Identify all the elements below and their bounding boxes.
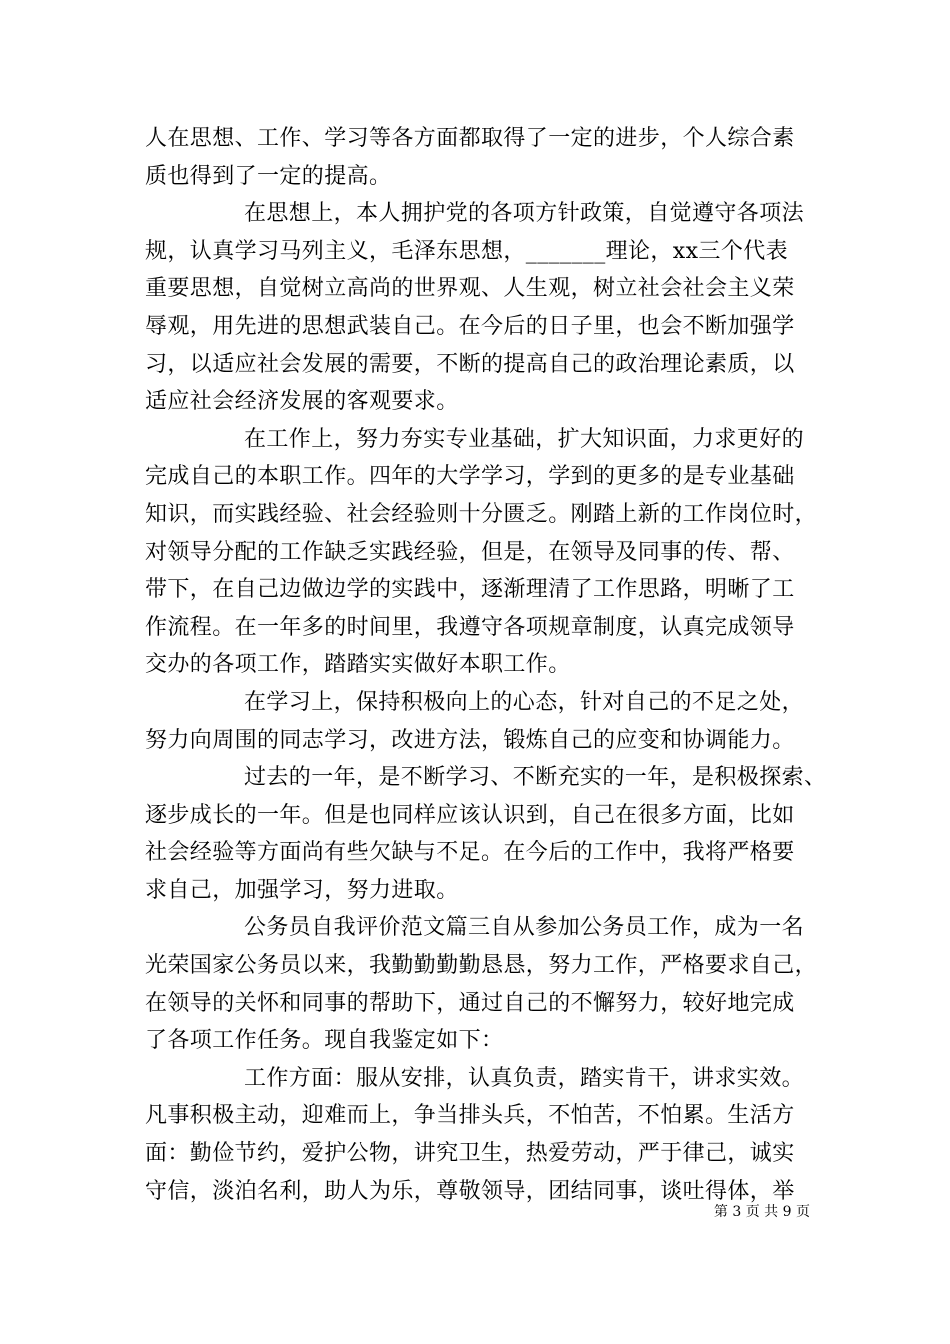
text-line: 质也得到了一定的提高。 [145, 163, 392, 189]
paragraph-start-line: 在学习上，保持积极向上的心态，针对自己的不足之处， [244, 689, 805, 715]
paragraph-start-line: 工作方面：服从安排，认真负责，踏实肯干，讲求实效。 [244, 1065, 805, 1091]
text-line: 凡事积极主动，迎难而上，争当排头兵，不怕苦，不怕累。生活方 [145, 1103, 795, 1129]
page-number-footer: 第 3 页 共 9 页 [713, 1204, 810, 1220]
text-line: 作流程。在一年多的时间里，我遵守各项规章制度，认真完成领导 [145, 614, 795, 640]
paragraph-start-line: 在工作上，努力夯实专业基础，扩大知识面，力求更好的 [244, 426, 805, 452]
text-line: 适应社会经济发展的客观要求。 [145, 389, 459, 415]
text-line: 面：勤俭节约，爱护公物，讲究卫生，热爱劳动，严于律己，诚实 [145, 1141, 795, 1167]
text-line: 知识，而实践经验、社会经验则十分匮乏。刚踏上新的工作岗位时， [145, 501, 818, 527]
text-line: 光荣国家公务员以来，我勤勤勤勤恳恳，努力工作，严格要求自己， [145, 953, 818, 979]
body-text [145, 120, 827, 1210]
text-line: 社会经验等方面尚有些欠缺与不足。在今后的工作中，我将严格要 [145, 840, 795, 866]
text-line: 在领导的关怀和同事的帮助下，通过自己的不懈努力，较好地完成 [145, 990, 795, 1016]
text-line: 交办的各项工作，踏踏实实做好本职工作。 [145, 652, 571, 678]
text-line: 习，以适应社会发展的需要，不断的提高自己的政治理论素质，以 [145, 351, 795, 377]
paragraph-start-line: 过去的一年，是不断学习、不断充实的一年，是积极探索、 [244, 765, 827, 791]
text-line: 努力向周围的同志学习，改进方法，锻炼自己的应变和协调能力。 [145, 727, 795, 753]
text-line: 对领导分配的工作缺乏实践经验，但是，在领导及同事的传、帮、 [145, 539, 795, 565]
text-line: 了各项工作任务。现自我鉴定如下： [145, 1028, 504, 1054]
text-line: 守信，淡泊名利，助人为乐，尊敬领导，团结同事，谈吐得体，举 [145, 1178, 795, 1204]
text-line: 规，认真学习马列主义，毛泽东思想，_______理论，xx三个代表 [145, 238, 789, 264]
text-line: 带下，在自己边做边学的实践中，逐渐理清了工作思路，明晰了工 [145, 577, 795, 603]
text-line: 人在思想、工作、学习等各方面都取得了一定的进步，个人综合素 [145, 126, 795, 151]
text-line: 重要思想，自觉树立高尚的世界观、人生观，树立社会社会主义荣 [145, 276, 795, 302]
paragraph-start-line: 在思想上，本人拥护党的各项方针政策，自觉遵守各项法 [244, 201, 805, 227]
text-line: 辱观，用先进的思想武装自己。在今后的日子里，也会不断加强学 [145, 313, 795, 339]
text-line: 完成自己的本职工作。四年的大学学习，学到的更多的是专业基础 [145, 464, 795, 490]
text-line: 逐步成长的一年。但是也同样应该认识到，自己在很多方面，比如 [145, 802, 795, 828]
text-line: 求自己，加强学习，努力进取。 [145, 877, 459, 903]
paragraph-start-line: 公务员自我评价范文篇三自从参加公务员工作，成为一名 [244, 915, 805, 941]
